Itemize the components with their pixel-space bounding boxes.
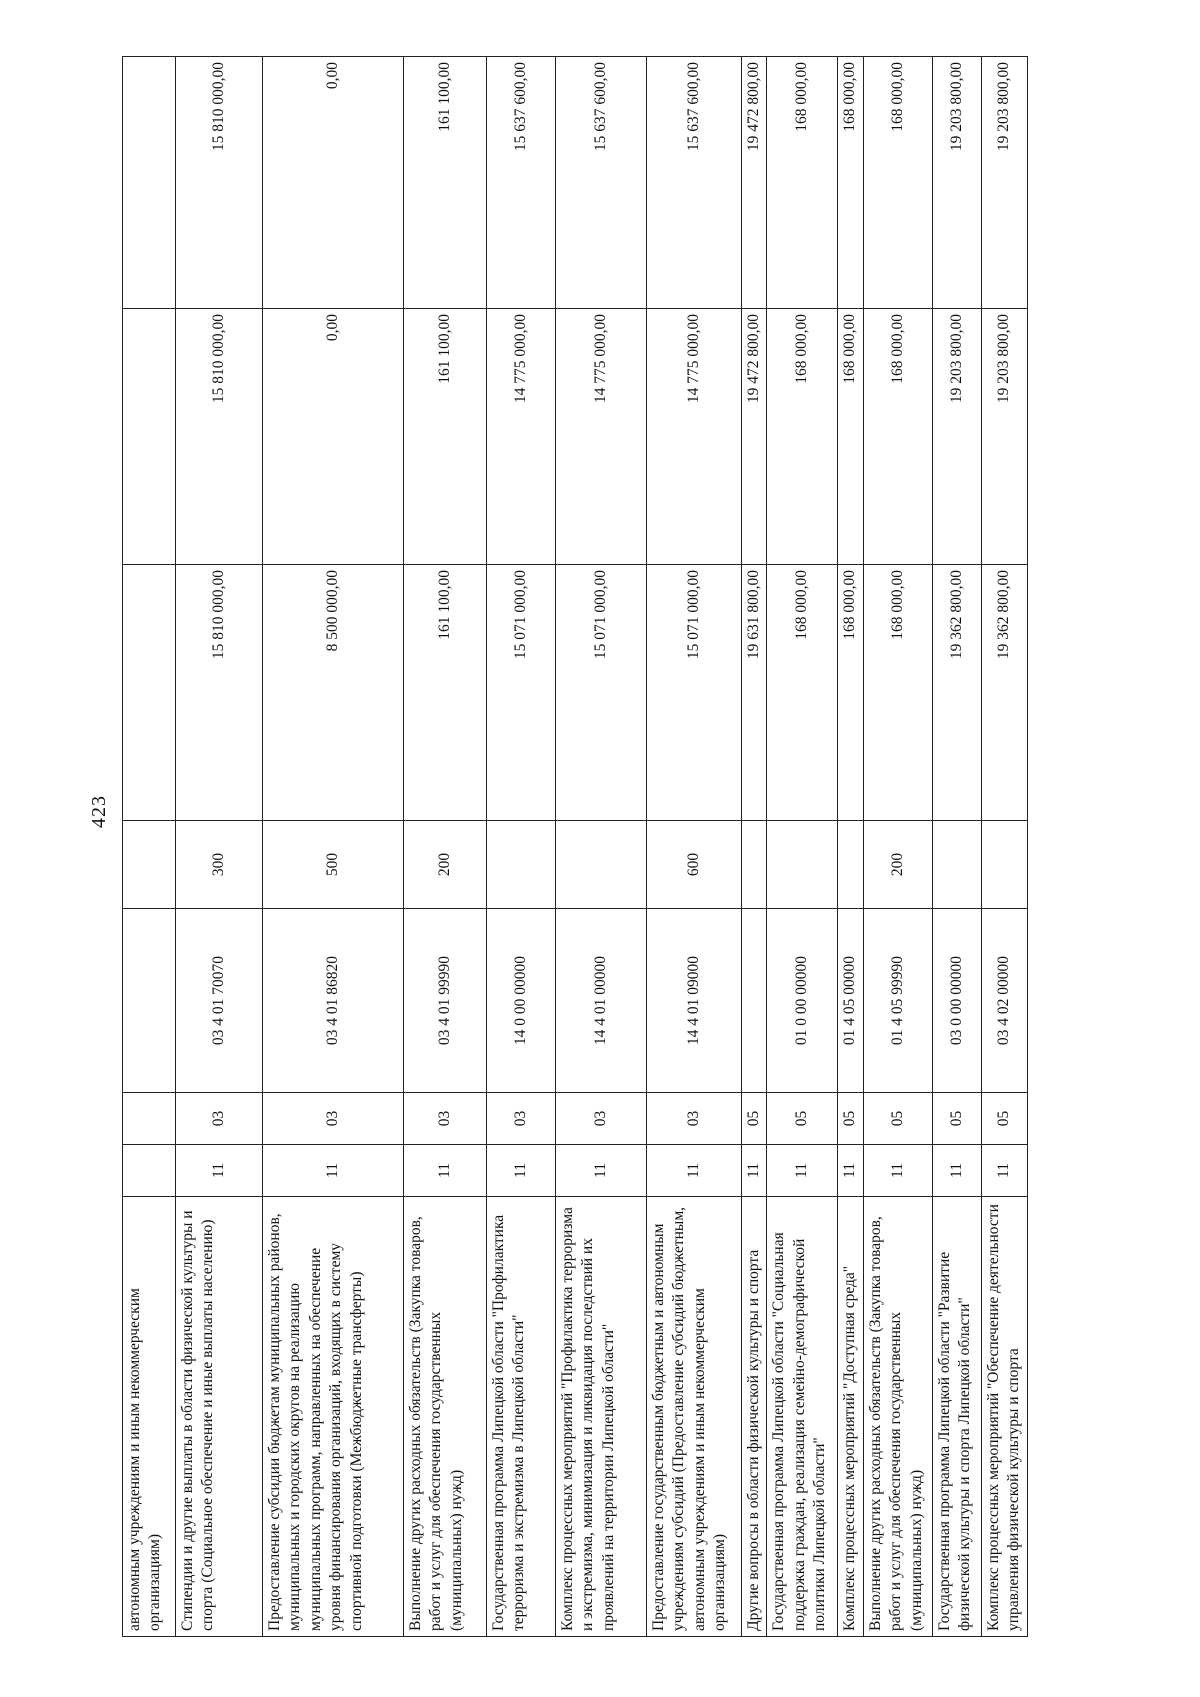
row-amount-year-2: 15 810 000,00 [176,309,263,565]
row-amount-year-3: 19 203 800,00 [932,57,981,309]
row-description: Другие вопросы в области физической культуры и спорта [742,1197,767,1637]
row-amount-year-3: 168 000,00 [838,57,863,309]
table-row [981,57,1027,1637]
row-amount-year-3: 161 100,00 [404,57,487,309]
row-expense-type: 500 [263,821,404,909]
table-row [742,57,767,1637]
row-target-article: 03 4 01 70070 [176,909,263,1093]
row-amount-year-1: 19 362 800,00 [932,565,981,821]
row-amount-year-1: 168 000,00 [838,565,863,821]
row-amount-year-2: 19 203 800,00 [981,309,1027,565]
row-expense-type: 200 [404,821,487,909]
row-subsection-code: 03 [556,1093,647,1145]
row-amount-year-3: 19 203 800,00 [981,57,1027,309]
row-amount-year-1: 15 810 000,00 [176,565,263,821]
row-amount-year-1: 19 362 800,00 [981,565,1027,821]
row-section-code: 11 [767,1145,838,1197]
row-amount-year-2: 14 775 000,00 [556,309,647,565]
row-subsection-code: 05 [742,1093,767,1145]
row-section-code: 11 [263,1145,404,1197]
row-description: Государственная программа Липецкой области "Профилактика терроризма и экстремизма в Липецкой области" [487,1197,556,1637]
row-target-article: 03 4 02 00000 [981,909,1027,1093]
row-expense-type: 600 [647,821,742,909]
row-amount-year-3: 15 637 600,00 [647,57,742,309]
row-amount-year-3: 15 637 600,00 [487,57,556,309]
row-target-article [742,909,767,1093]
row-expense-type [123,821,176,909]
row-subsection-code: 05 [863,1093,932,1145]
row-amount-year-2: 168 000,00 [863,309,932,565]
row-expense-type: 300 [176,821,263,909]
row-section-code: 11 [863,1145,932,1197]
budget-table-body [123,57,1028,1637]
row-subsection-code: 05 [838,1093,863,1145]
table-row [932,57,981,1637]
budget-table [122,56,1028,1637]
row-section-code: 11 [932,1145,981,1197]
row-description: Выполнение других расходных обязательств (Закупка товаров, работ и услуг для обеспечения государственных (муниципальных) нужд) [863,1197,932,1637]
row-amount-year-2: 0,00 [263,309,404,565]
row-expense-type [767,821,838,909]
table-row [647,57,742,1637]
row-amount-year-1: 168 000,00 [863,565,932,821]
row-subsection-code: 05 [981,1093,1027,1145]
table-row [767,57,838,1637]
row-amount-year-1: 8 500 000,00 [263,565,404,821]
row-target-article [123,909,176,1093]
row-amount-year-3 [123,57,176,309]
table-row [487,57,556,1637]
row-amount-year-1: 15 071 000,00 [487,565,556,821]
row-subsection-code: 03 [263,1093,404,1145]
row-amount-year-1: 161 100,00 [404,565,487,821]
page-number: 423 [88,795,110,828]
row-description: автономным учреждениям и иным некоммерческим организациям) [123,1197,176,1637]
row-description: Государственная программа Липецкой области "Развитие физической культуры и спорта Липецкой области" [932,1197,981,1637]
row-description: Комплекс процессных мероприятий "Профилактика терроризма и экстремизма, минимизация и ликвидация последствий их проявлений на территории Липецкой области" [556,1197,647,1637]
row-amount-year-3: 168 000,00 [863,57,932,309]
row-section-code: 11 [647,1145,742,1197]
row-target-article: 14 0 00 00000 [487,909,556,1093]
table-row [404,57,487,1637]
row-description: Комплекс процессных мероприятий "Доступная среда" [838,1197,863,1637]
row-amount-year-2: 19 203 800,00 [932,309,981,565]
row-subsection-code: 03 [404,1093,487,1145]
row-description: Выполнение других расходных обязательств (Закупка товаров, работ и услуг для обеспечения государственных (муниципальных) нужд) [404,1197,487,1637]
row-target-article: 01 4 05 99990 [863,909,932,1093]
rotated-page-content [122,57,1080,1637]
row-description: Государственная программа Липецкой области "Социальная поддержка граждан, реализация семейно-демографической политики Липецкой области" [767,1197,838,1637]
row-target-article: 03 4 01 86820 [263,909,404,1093]
row-subsection-code: 05 [932,1093,981,1145]
row-expense-type: 200 [863,821,932,909]
row-amount-year-2 [123,309,176,565]
row-subsection-code: 03 [647,1093,742,1145]
row-amount-year-3: 15 637 600,00 [556,57,647,309]
row-amount-year-1: 19 631 800,00 [742,565,767,821]
row-subsection-code [123,1093,176,1145]
row-amount-year-1: 15 071 000,00 [556,565,647,821]
row-amount-year-3: 0,00 [263,57,404,309]
row-amount-year-2: 168 000,00 [767,309,838,565]
row-expense-type [487,821,556,909]
row-subsection-code: 03 [487,1093,556,1145]
row-amount-year-1: 168 000,00 [767,565,838,821]
table-row [838,57,863,1637]
row-amount-year-2: 14 775 000,00 [487,309,556,565]
row-amount-year-3: 19 472 800,00 [742,57,767,309]
row-description: Стипендии и другие выплаты в области физической культуры и спорта (Социальное обеспечение и иные выплаты населению) [176,1197,263,1637]
row-expense-type [838,821,863,909]
row-expense-type [932,821,981,909]
row-section-code [123,1145,176,1197]
row-section-code: 11 [487,1145,556,1197]
table-row [176,57,263,1637]
row-expense-type [742,821,767,909]
row-section-code: 11 [981,1145,1027,1197]
row-description: Предоставление субсидии бюджетам муниципальных районов, муниципальных и городских округов на реализацию муниципальных программ, направленных на обеспечение уровня финансирования организаций, входящих в систему спортивной подготовки (Межбюджетные трансферты) [263,1197,404,1637]
row-expense-type [556,821,647,909]
table-row [263,57,404,1637]
row-amount-year-3: 168 000,00 [767,57,838,309]
row-amount-year-2: 19 472 800,00 [742,309,767,565]
row-section-code: 11 [404,1145,487,1197]
row-subsection-code: 05 [767,1093,838,1145]
row-amount-year-1 [123,565,176,821]
row-description: Комплекс процессных мероприятий "Обеспечение деятельности управления физической культуры и спорта [981,1197,1027,1637]
row-target-article: 01 4 05 00000 [838,909,863,1093]
row-target-article: 03 4 01 99990 [404,909,487,1093]
row-target-article: 14 4 01 09000 [647,909,742,1093]
row-amount-year-2: 168 000,00 [838,309,863,565]
row-description: Предоставление государственным бюджетным и автономным учреждениям субсидий (Предоставление субсидий бюджетным, автономным учреждениям и иным некоммерческим организациям) [647,1197,742,1637]
table-row [556,57,647,1637]
row-target-article: 01 0 00 00000 [767,909,838,1093]
row-section-code: 11 [176,1145,263,1197]
row-section-code: 11 [742,1145,767,1197]
row-amount-year-2: 161 100,00 [404,309,487,565]
row-amount-year-1: 15 071 000,00 [647,565,742,821]
row-expense-type [981,821,1027,909]
row-amount-year-3: 15 810 000,00 [176,57,263,309]
row-target-article: 14 4 01 00000 [556,909,647,1093]
row-subsection-code: 03 [176,1093,263,1145]
table-row [863,57,932,1637]
row-section-code: 11 [556,1145,647,1197]
row-target-article: 03 0 00 00000 [932,909,981,1093]
row-section-code: 11 [838,1145,863,1197]
row-amount-year-2: 14 775 000,00 [647,309,742,565]
table-row [123,57,176,1637]
